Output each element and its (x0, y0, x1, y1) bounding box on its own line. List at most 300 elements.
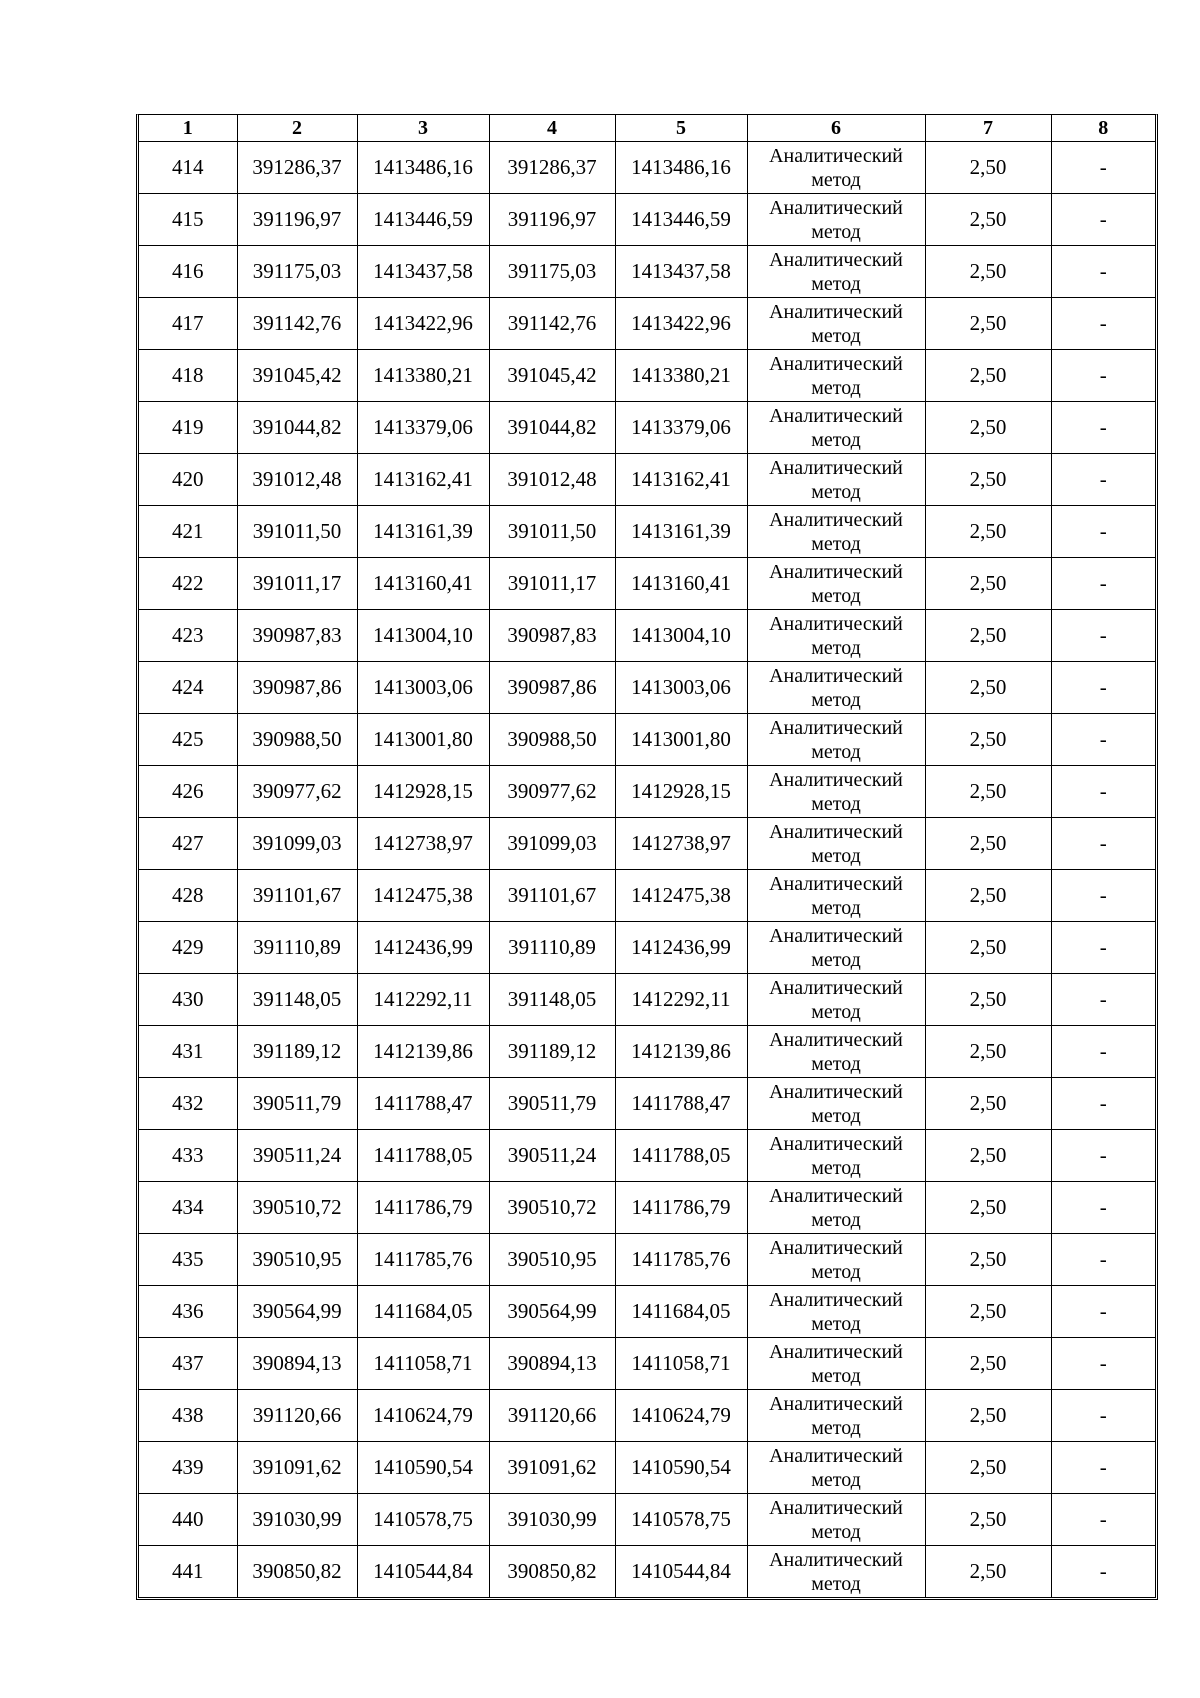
x-coordinate-cell: 390511,79 (237, 1078, 357, 1130)
method-cell (747, 1442, 925, 1494)
accuracy-cell: 2,50 (925, 1494, 1051, 1546)
accuracy-cell: 2,50 (925, 558, 1051, 610)
method-line-1: Аналитический (769, 612, 903, 635)
method-line-1: Аналитический (769, 1340, 903, 1363)
method-line-2: метод (811, 1208, 861, 1231)
x-coordinate-cell: 391189,12 (237, 1026, 357, 1078)
y-coordinate-cell: 1410590,54 (357, 1442, 489, 1494)
y-coordinate-2-cell: 1413162,41 (615, 454, 747, 506)
table-row (139, 610, 1155, 662)
y-coordinate-cell: 1412928,15 (357, 766, 489, 818)
method-line-1: Аналитический (769, 508, 903, 531)
method-line-1: Аналитический (769, 404, 903, 427)
note-cell: - (1051, 662, 1155, 714)
x-coordinate-cell: 391012,48 (237, 454, 357, 506)
y-coordinate-2-cell: 1410590,54 (615, 1442, 747, 1494)
y-coordinate-2-cell: 1413161,39 (615, 506, 747, 558)
note-cell: - (1051, 1494, 1155, 1546)
x-coordinate-2-cell: 391099,03 (489, 818, 615, 870)
x-coordinate-cell: 390850,82 (237, 1546, 357, 1598)
table-row (139, 1494, 1155, 1546)
header-col-6: 6 (747, 115, 925, 142)
note-cell: - (1051, 142, 1155, 194)
point-number-cell: 431 (139, 1026, 237, 1078)
y-coordinate-2-cell: 1412436,99 (615, 922, 747, 974)
method-cell (747, 350, 925, 402)
method-cell (747, 1546, 925, 1598)
method-line-2: метод (811, 948, 861, 971)
method-cell (747, 714, 925, 766)
coordinates-table (139, 115, 1155, 1597)
x-coordinate-2-cell: 390987,86 (489, 662, 615, 714)
table-row (139, 402, 1155, 454)
accuracy-cell: 2,50 (925, 402, 1051, 454)
method-line-1: Аналитический (769, 1392, 903, 1415)
table-row (139, 298, 1155, 350)
method-line-2: метод (811, 1364, 861, 1387)
x-coordinate-cell: 390894,13 (237, 1338, 357, 1390)
y-coordinate-2-cell: 1413437,58 (615, 246, 747, 298)
x-coordinate-2-cell: 391175,03 (489, 246, 615, 298)
note-cell: - (1051, 350, 1155, 402)
x-coordinate-cell: 391044,82 (237, 402, 357, 454)
point-number-cell: 433 (139, 1130, 237, 1182)
point-number-cell: 425 (139, 714, 237, 766)
accuracy-cell: 2,50 (925, 1390, 1051, 1442)
point-number-cell: 440 (139, 1494, 237, 1546)
note-cell: - (1051, 246, 1155, 298)
accuracy-cell: 2,50 (925, 1234, 1051, 1286)
y-coordinate-2-cell: 1411785,76 (615, 1234, 747, 1286)
method-cell (747, 558, 925, 610)
note-cell: - (1051, 506, 1155, 558)
method-cell (747, 1078, 925, 1130)
method-cell (747, 142, 925, 194)
x-coordinate-cell: 391196,97 (237, 194, 357, 246)
point-number-cell: 439 (139, 1442, 237, 1494)
x-coordinate-2-cell: 391120,66 (489, 1390, 615, 1442)
x-coordinate-cell: 390510,72 (237, 1182, 357, 1234)
method-cell (747, 1286, 925, 1338)
x-coordinate-2-cell: 391044,82 (489, 402, 615, 454)
header-col-2: 2 (237, 115, 357, 142)
table-row (139, 1338, 1155, 1390)
x-coordinate-2-cell: 391012,48 (489, 454, 615, 506)
table-body (139, 142, 1155, 1598)
method-cell (747, 1494, 925, 1546)
x-coordinate-cell: 390988,50 (237, 714, 357, 766)
method-cell (747, 246, 925, 298)
note-cell: - (1051, 1026, 1155, 1078)
x-coordinate-2-cell: 390988,50 (489, 714, 615, 766)
method-line-1: Аналитический (769, 1236, 903, 1259)
note-cell: - (1051, 1338, 1155, 1390)
method-line-1: Аналитический (769, 456, 903, 479)
y-coordinate-2-cell: 1412139,86 (615, 1026, 747, 1078)
method-cell (747, 194, 925, 246)
x-coordinate-2-cell: 391091,62 (489, 1442, 615, 1494)
y-coordinate-2-cell: 1412738,97 (615, 818, 747, 870)
point-number-cell: 420 (139, 454, 237, 506)
table-row (139, 1078, 1155, 1130)
point-number-cell: 418 (139, 350, 237, 402)
method-line-2: метод (811, 1572, 861, 1595)
x-coordinate-cell: 390987,86 (237, 662, 357, 714)
y-coordinate-2-cell: 1411058,71 (615, 1338, 747, 1390)
note-cell: - (1051, 1546, 1155, 1598)
y-coordinate-cell: 1412475,38 (357, 870, 489, 922)
header-col-8: 8 (1051, 115, 1155, 142)
table-row (139, 1130, 1155, 1182)
method-cell (747, 298, 925, 350)
method-cell (747, 506, 925, 558)
note-cell: - (1051, 402, 1155, 454)
x-coordinate-2-cell: 391011,17 (489, 558, 615, 610)
x-coordinate-2-cell: 391286,37 (489, 142, 615, 194)
accuracy-cell: 2,50 (925, 922, 1051, 974)
table-row (139, 1390, 1155, 1442)
accuracy-cell: 2,50 (925, 298, 1051, 350)
y-coordinate-cell: 1410624,79 (357, 1390, 489, 1442)
accuracy-cell: 2,50 (925, 1026, 1051, 1078)
x-coordinate-cell: 391045,42 (237, 350, 357, 402)
y-coordinate-cell: 1413003,06 (357, 662, 489, 714)
method-line-2: метод (811, 272, 861, 295)
method-line-1: Аналитический (769, 1080, 903, 1103)
method-cell (747, 1182, 925, 1234)
point-number-cell: 428 (139, 870, 237, 922)
table-row (139, 974, 1155, 1026)
point-number-cell: 435 (139, 1234, 237, 1286)
y-coordinate-cell: 1411684,05 (357, 1286, 489, 1338)
table-row (139, 922, 1155, 974)
y-coordinate-cell: 1413379,06 (357, 402, 489, 454)
y-coordinate-2-cell: 1411684,05 (615, 1286, 747, 1338)
point-number-cell: 419 (139, 402, 237, 454)
header-col-5: 5 (615, 115, 747, 142)
note-cell: - (1051, 1182, 1155, 1234)
table-row (139, 870, 1155, 922)
method-cell (747, 662, 925, 714)
y-coordinate-2-cell: 1410544,84 (615, 1546, 747, 1598)
y-coordinate-cell: 1413380,21 (357, 350, 489, 402)
point-number-cell: 417 (139, 298, 237, 350)
note-cell: - (1051, 714, 1155, 766)
method-line-1: Аналитический (769, 352, 903, 375)
note-cell: - (1051, 1442, 1155, 1494)
method-line-2: метод (811, 740, 861, 763)
x-coordinate-cell: 390564,99 (237, 1286, 357, 1338)
y-coordinate-2-cell: 1411788,47 (615, 1078, 747, 1130)
y-coordinate-cell: 1411788,47 (357, 1078, 489, 1130)
y-coordinate-cell: 1411788,05 (357, 1130, 489, 1182)
note-cell: - (1051, 818, 1155, 870)
y-coordinate-cell: 1413161,39 (357, 506, 489, 558)
x-coordinate-2-cell: 390987,83 (489, 610, 615, 662)
method-line-2: метод (811, 636, 861, 659)
y-coordinate-cell: 1413160,41 (357, 558, 489, 610)
x-coordinate-cell: 391175,03 (237, 246, 357, 298)
table-row (139, 194, 1155, 246)
point-number-cell: 441 (139, 1546, 237, 1598)
point-number-cell: 438 (139, 1390, 237, 1442)
accuracy-cell: 2,50 (925, 142, 1051, 194)
x-coordinate-2-cell: 391142,76 (489, 298, 615, 350)
x-coordinate-cell: 390987,83 (237, 610, 357, 662)
y-coordinate-cell: 1413001,80 (357, 714, 489, 766)
coordinates-table-container (136, 114, 1158, 1600)
table-row (139, 506, 1155, 558)
y-coordinate-cell: 1411058,71 (357, 1338, 489, 1390)
table-row (139, 454, 1155, 506)
y-coordinate-2-cell: 1412928,15 (615, 766, 747, 818)
point-number-cell: 429 (139, 922, 237, 974)
method-line-1: Аналитический (769, 144, 903, 167)
method-cell (747, 1234, 925, 1286)
x-coordinate-2-cell: 390564,99 (489, 1286, 615, 1338)
x-coordinate-2-cell: 391110,89 (489, 922, 615, 974)
y-coordinate-cell: 1413486,16 (357, 142, 489, 194)
method-cell (747, 922, 925, 974)
accuracy-cell: 2,50 (925, 1546, 1051, 1598)
x-coordinate-2-cell: 390511,79 (489, 1078, 615, 1130)
x-coordinate-2-cell: 390510,95 (489, 1234, 615, 1286)
accuracy-cell: 2,50 (925, 1130, 1051, 1182)
method-cell (747, 818, 925, 870)
method-line-1: Аналитический (769, 1184, 903, 1207)
y-coordinate-cell: 1412292,11 (357, 974, 489, 1026)
accuracy-cell: 2,50 (925, 1442, 1051, 1494)
header-row (139, 115, 1155, 142)
y-coordinate-cell: 1412436,99 (357, 922, 489, 974)
method-line-1: Аналитический (769, 196, 903, 219)
method-cell (747, 610, 925, 662)
point-number-cell: 426 (139, 766, 237, 818)
accuracy-cell: 2,50 (925, 974, 1051, 1026)
y-coordinate-2-cell: 1411786,79 (615, 1182, 747, 1234)
method-line-1: Аналитический (769, 716, 903, 739)
y-coordinate-cell: 1413004,10 (357, 610, 489, 662)
method-cell (747, 1130, 925, 1182)
method-cell (747, 454, 925, 506)
x-coordinate-2-cell: 391189,12 (489, 1026, 615, 1078)
method-line-2: метод (811, 532, 861, 555)
method-line-2: метод (811, 896, 861, 919)
y-coordinate-2-cell: 1413160,41 (615, 558, 747, 610)
accuracy-cell: 2,50 (925, 350, 1051, 402)
point-number-cell: 430 (139, 974, 237, 1026)
table-row (139, 714, 1155, 766)
accuracy-cell: 2,50 (925, 662, 1051, 714)
point-number-cell: 415 (139, 194, 237, 246)
y-coordinate-cell: 1410544,84 (357, 1546, 489, 1598)
table-row (139, 142, 1155, 194)
note-cell: - (1051, 454, 1155, 506)
point-number-cell: 423 (139, 610, 237, 662)
table-row (139, 1026, 1155, 1078)
point-number-cell: 424 (139, 662, 237, 714)
point-number-cell: 422 (139, 558, 237, 610)
note-cell: - (1051, 1078, 1155, 1130)
y-coordinate-2-cell: 1413379,06 (615, 402, 747, 454)
method-line-2: метод (811, 584, 861, 607)
method-line-1: Аналитический (769, 248, 903, 271)
y-coordinate-2-cell: 1413486,16 (615, 142, 747, 194)
x-coordinate-cell: 391120,66 (237, 1390, 357, 1442)
header-col-7: 7 (925, 115, 1051, 142)
x-coordinate-cell: 391148,05 (237, 974, 357, 1026)
method-line-2: метод (811, 168, 861, 191)
method-line-1: Аналитический (769, 820, 903, 843)
method-cell (747, 402, 925, 454)
y-coordinate-2-cell: 1413001,80 (615, 714, 747, 766)
point-number-cell: 416 (139, 246, 237, 298)
method-cell (747, 1390, 925, 1442)
y-coordinate-2-cell: 1412475,38 (615, 870, 747, 922)
x-coordinate-2-cell: 391045,42 (489, 350, 615, 402)
x-coordinate-2-cell: 391101,67 (489, 870, 615, 922)
method-line-2: метод (811, 376, 861, 399)
x-coordinate-2-cell: 390977,62 (489, 766, 615, 818)
y-coordinate-2-cell: 1410624,79 (615, 1390, 747, 1442)
table-row (139, 1234, 1155, 1286)
table-row (139, 662, 1155, 714)
method-line-2: метод (811, 1052, 861, 1075)
method-line-1: Аналитический (769, 300, 903, 323)
table-row (139, 1442, 1155, 1494)
accuracy-cell: 2,50 (925, 194, 1051, 246)
y-coordinate-cell: 1413162,41 (357, 454, 489, 506)
x-coordinate-cell: 391142,76 (237, 298, 357, 350)
note-cell: - (1051, 766, 1155, 818)
note-cell: - (1051, 1390, 1155, 1442)
method-line-2: метод (811, 1416, 861, 1439)
accuracy-cell: 2,50 (925, 714, 1051, 766)
accuracy-cell: 2,50 (925, 1078, 1051, 1130)
x-coordinate-cell: 390510,95 (237, 1234, 357, 1286)
note-cell: - (1051, 298, 1155, 350)
point-number-cell: 437 (139, 1338, 237, 1390)
note-cell: - (1051, 1234, 1155, 1286)
note-cell: - (1051, 974, 1155, 1026)
table-row (139, 350, 1155, 402)
x-coordinate-2-cell: 390510,72 (489, 1182, 615, 1234)
header-col-1: 1 (139, 115, 237, 142)
y-coordinate-cell: 1411786,79 (357, 1182, 489, 1234)
method-line-2: метод (811, 844, 861, 867)
method-line-2: метод (811, 324, 861, 347)
x-coordinate-cell: 391286,37 (237, 142, 357, 194)
x-coordinate-cell: 390511,24 (237, 1130, 357, 1182)
y-coordinate-2-cell: 1412292,11 (615, 974, 747, 1026)
method-line-2: метод (811, 1104, 861, 1127)
method-line-1: Аналитический (769, 872, 903, 895)
x-coordinate-2-cell: 390894,13 (489, 1338, 615, 1390)
method-line-2: метод (811, 1468, 861, 1491)
x-coordinate-cell: 391030,99 (237, 1494, 357, 1546)
method-line-1: Аналитический (769, 1288, 903, 1311)
accuracy-cell: 2,50 (925, 1182, 1051, 1234)
y-coordinate-cell: 1412139,86 (357, 1026, 489, 1078)
x-coordinate-cell: 391101,67 (237, 870, 357, 922)
point-number-cell: 421 (139, 506, 237, 558)
table-row (139, 246, 1155, 298)
header-col-4: 4 (489, 115, 615, 142)
y-coordinate-cell: 1410578,75 (357, 1494, 489, 1546)
method-cell (747, 766, 925, 818)
y-coordinate-cell: 1412738,97 (357, 818, 489, 870)
x-coordinate-2-cell: 390850,82 (489, 1546, 615, 1598)
table-row (139, 1182, 1155, 1234)
method-line-2: метод (811, 792, 861, 815)
method-line-1: Аналитический (769, 1548, 903, 1571)
table-row (139, 558, 1155, 610)
method-line-1: Аналитический (769, 1444, 903, 1467)
method-line-2: метод (811, 1260, 861, 1283)
y-coordinate-2-cell: 1410578,75 (615, 1494, 747, 1546)
method-line-2: метод (811, 688, 861, 711)
method-line-2: метод (811, 480, 861, 503)
point-number-cell: 434 (139, 1182, 237, 1234)
accuracy-cell: 2,50 (925, 766, 1051, 818)
accuracy-cell: 2,50 (925, 506, 1051, 558)
x-coordinate-2-cell: 391148,05 (489, 974, 615, 1026)
x-coordinate-2-cell: 391030,99 (489, 1494, 615, 1546)
note-cell: - (1051, 870, 1155, 922)
x-coordinate-cell: 391110,89 (237, 922, 357, 974)
method-line-1: Аналитический (769, 1132, 903, 1155)
table-row (139, 766, 1155, 818)
x-coordinate-2-cell: 390511,24 (489, 1130, 615, 1182)
method-line-1: Аналитический (769, 768, 903, 791)
table-row (139, 818, 1155, 870)
table-row (139, 1546, 1155, 1598)
method-line-1: Аналитический (769, 664, 903, 687)
method-cell (747, 1026, 925, 1078)
point-number-cell: 432 (139, 1078, 237, 1130)
x-coordinate-2-cell: 391196,97 (489, 194, 615, 246)
method-line-2: метод (811, 1312, 861, 1335)
note-cell: - (1051, 194, 1155, 246)
accuracy-cell: 2,50 (925, 818, 1051, 870)
method-line-2: метод (811, 428, 861, 451)
method-cell (747, 870, 925, 922)
note-cell: - (1051, 1286, 1155, 1338)
y-coordinate-2-cell: 1413422,96 (615, 298, 747, 350)
method-cell (747, 974, 925, 1026)
y-coordinate-cell: 1413422,96 (357, 298, 489, 350)
x-coordinate-cell: 391011,50 (237, 506, 357, 558)
accuracy-cell: 2,50 (925, 1338, 1051, 1390)
x-coordinate-cell: 391099,03 (237, 818, 357, 870)
y-coordinate-2-cell: 1413004,10 (615, 610, 747, 662)
accuracy-cell: 2,50 (925, 246, 1051, 298)
method-line-1: Аналитический (769, 1496, 903, 1519)
method-line-2: метод (811, 1156, 861, 1179)
header-col-3: 3 (357, 115, 489, 142)
point-number-cell: 436 (139, 1286, 237, 1338)
table-row (139, 1286, 1155, 1338)
method-line-2: метод (811, 1000, 861, 1023)
y-coordinate-2-cell: 1413380,21 (615, 350, 747, 402)
accuracy-cell: 2,50 (925, 1286, 1051, 1338)
method-line-1: Аналитический (769, 924, 903, 947)
point-number-cell: 414 (139, 142, 237, 194)
y-coordinate-2-cell: 1413446,59 (615, 194, 747, 246)
y-coordinate-2-cell: 1411788,05 (615, 1130, 747, 1182)
method-line-1: Аналитический (769, 560, 903, 583)
y-coordinate-cell: 1413446,59 (357, 194, 489, 246)
